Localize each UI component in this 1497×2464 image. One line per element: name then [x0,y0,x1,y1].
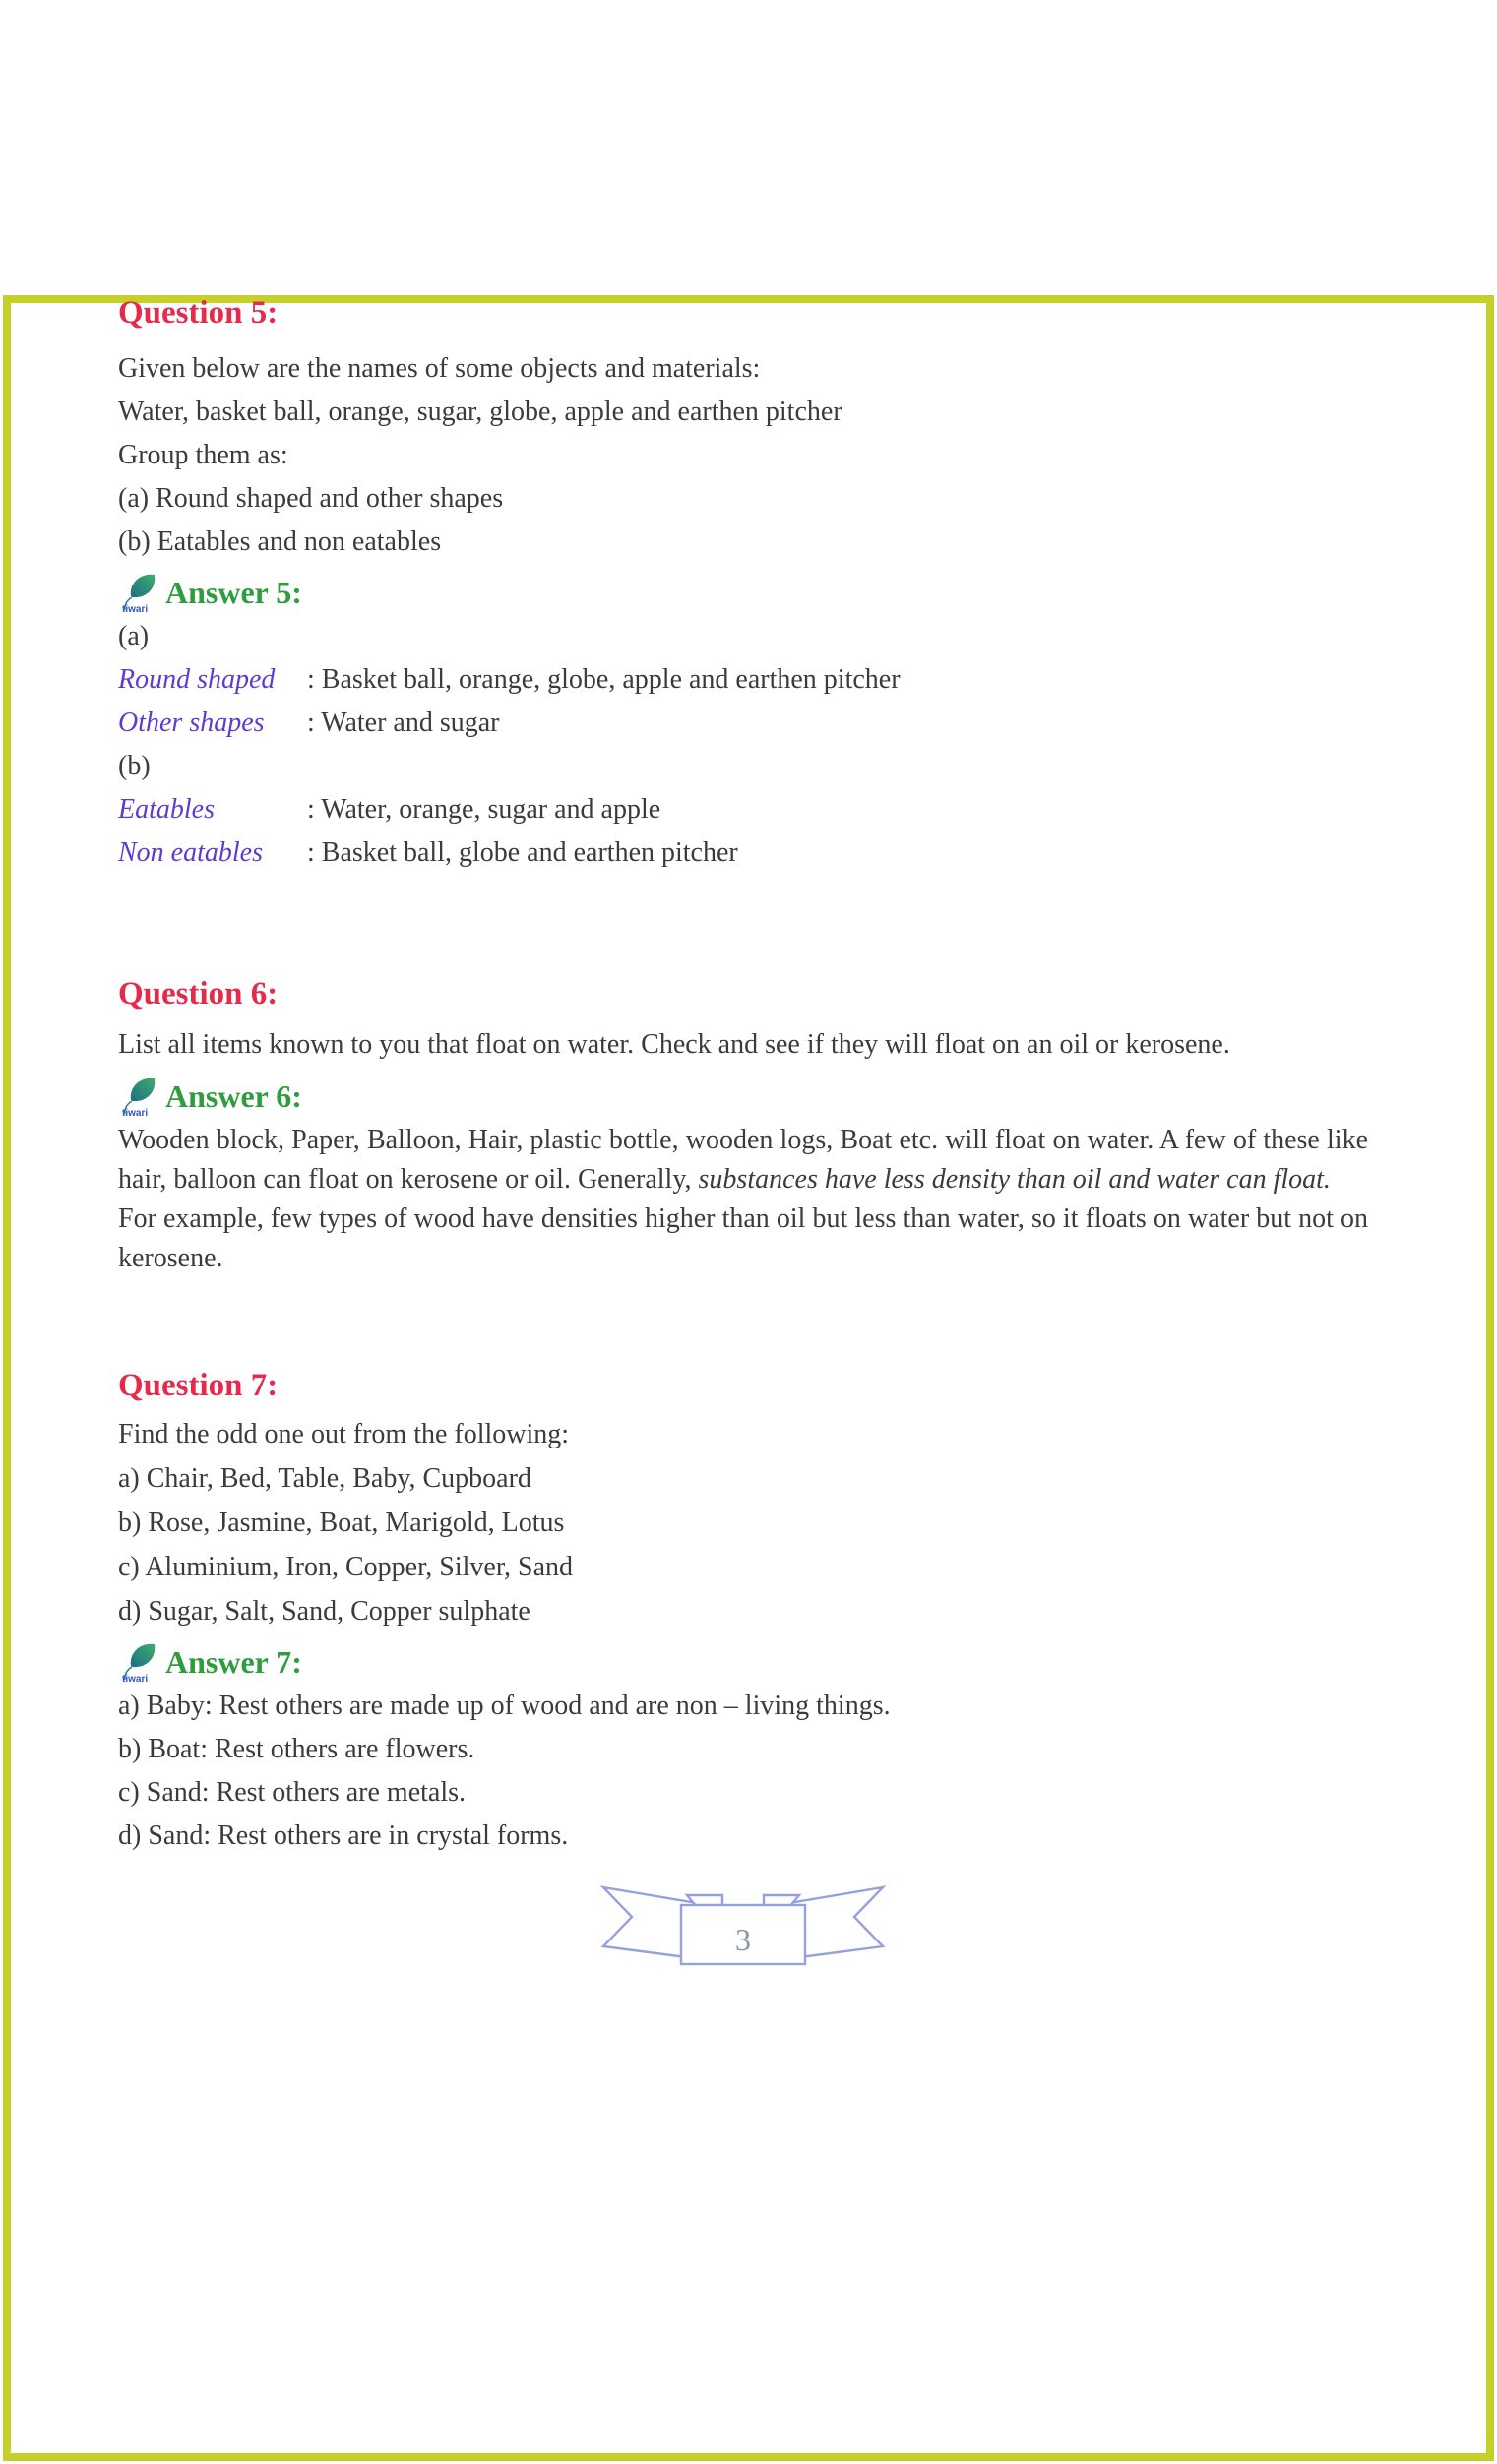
answer-5-part-b-label: (b) [118,751,151,781]
question-7-item: c) Aluminium, Iron, Copper, Silver, Sand [118,1552,574,1582]
answer-7-item: b) Boat: Rest others are flowers. [118,1734,475,1764]
page-number: 3 [735,1922,751,1957]
question-7-item: a) Chair, Bed, Table, Baby, Cupboard [118,1463,531,1494]
answer-6-text-italic: substances have less density than oil and water can float. [698,1164,1331,1195]
group-value: : Basket ball, globe and earthen pitcher [307,837,738,868]
group-value: : Water, orange, sugar and apple [307,794,661,825]
answer-5-heading [118,570,1368,615]
answer-7-items [118,1685,1368,1858]
answer-5-heading-text: Answer 5: [165,575,302,610]
answer-7-item: d) Sand: Rest others are in crystal forms. [118,1820,569,1851]
question-7-intro: Find the odd one out from the following: [118,1419,570,1449]
question-5-body [118,347,1368,564]
question-5-line: Water, basket ball, orange, sugar, globe, apple and earthen pitcher [118,397,842,427]
answer-7-item: a) Baby: Rest others are made up of wood and are non – living things. [118,1691,891,1721]
question-5-line: Given below are the names of some objects and materials: [118,353,761,384]
answer-6-heading [118,1074,1368,1119]
group-label: Eatables [118,794,215,825]
question-6-body: List all items known to you that float on water. Check and see if they will float on an oil or kerosene. [118,1029,1230,1060]
question-5-line: (b) Eatables and non eatables [118,526,442,557]
question-7-item: b) Rose, Jasmine, Boat, Marigold, Lotus [118,1508,565,1538]
question-7-item: d) Sugar, Salt, Sand, Copper sulphate [118,1596,530,1627]
answer-6-paragraph-2: For example, few types of wood have densities higher than oil but less than water, so it floats on water but not on kerosene. [118,1203,1368,1273]
svg-text:tiwari: tiwari [122,604,149,615]
group-label: Round shaped [118,664,276,695]
answer-5-row [118,788,1368,832]
answer-7-item: c) Sand: Rest others are metals. [118,1777,467,1808]
answer-5-row [118,702,1368,745]
question-5-line: Group them as: [118,440,288,470]
question-5-heading: Question 5: [118,295,279,331]
document-page [0,292,1497,1970]
svg-text:tiwari: tiwari [122,1674,149,1685]
tiwari-leaf-icon [118,1639,165,1685]
answer-6-heading-text: Answer 6: [165,1078,302,1114]
question-7-items [118,1456,1368,1633]
tiwari-leaf-icon [118,1074,165,1119]
answer-5-part-a-label: (a) [118,621,150,651]
svg-text:tiwari: tiwari [122,1108,149,1119]
answer-7-heading [118,1639,1368,1685]
group-value: : Basket ball, orange, globe, apple and earthen pitcher [307,664,901,695]
answer-7-heading-text: Answer 7: [165,1644,302,1680]
question-6-heading: Question 6: [118,976,279,1012]
group-label: Non eatables [118,837,263,868]
page-number-ribbon [118,1883,1368,1970]
group-value: : Water and sugar [307,708,500,738]
group-label: Other shapes [118,708,265,738]
ribbon-banner-icon [600,1883,886,1970]
answer-6-paragraph-1 [118,1121,1368,1200]
answer-5-row [118,658,1368,702]
question-7-heading: Question 7: [118,1368,279,1403]
tiwari-leaf-icon [118,570,165,615]
answer-6-text-normal: Wooden block, Paper, Balloon, Hair, plastic bottle, wooden logs, Boat etc. will float on water. A few of these like hair, balloon can float on kerosene or oil. Generally, [118,1125,1368,1195]
answer-5-row [118,832,1368,875]
question-5-line: (a) Round shaped and other shapes [118,483,504,514]
